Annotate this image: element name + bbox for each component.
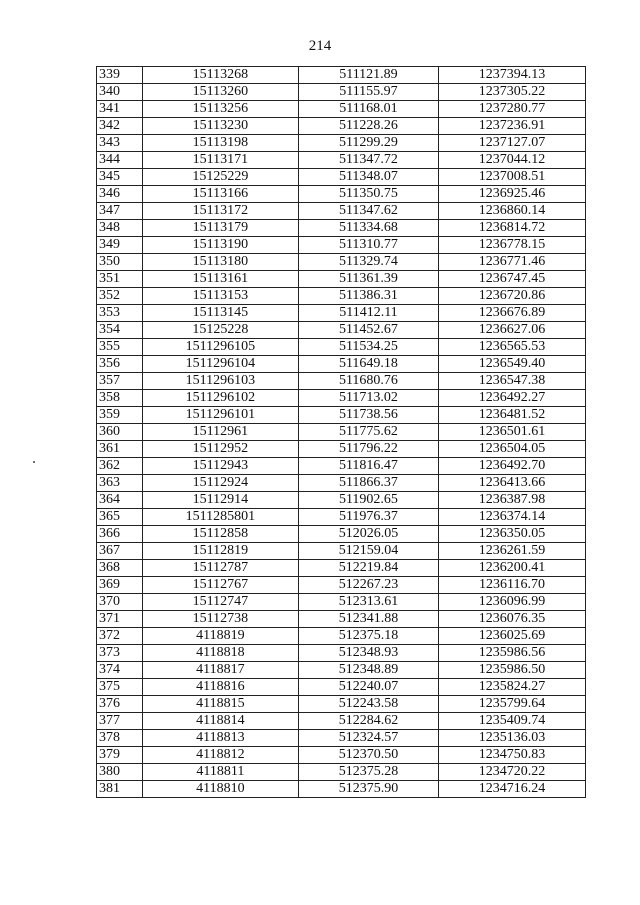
y-coordinate-cell: 1236747.45 [439, 271, 586, 288]
point-code-cell: 1511296101 [142, 407, 298, 424]
point-code-cell: 4118816 [142, 679, 298, 696]
table-row [97, 424, 586, 441]
row-number-cell: 380 [97, 764, 143, 781]
y-coordinate-cell: 1236504.05 [439, 441, 586, 458]
y-coordinate-cell: 1237044.12 [439, 152, 586, 169]
point-code-cell: 4118812 [142, 747, 298, 764]
point-code-cell: 15113260 [142, 84, 298, 101]
table-row [97, 628, 586, 645]
x-coordinate-cell: 512219.84 [298, 560, 438, 577]
table-row [97, 407, 586, 424]
row-number-cell: 375 [97, 679, 143, 696]
table-row [97, 220, 586, 237]
x-coordinate-cell: 512284.62 [298, 713, 438, 730]
y-coordinate-cell: 1236116.70 [439, 577, 586, 594]
y-coordinate-cell: 1236374.14 [439, 509, 586, 526]
row-number-cell: 368 [97, 560, 143, 577]
row-number-cell: 353 [97, 305, 143, 322]
row-number-cell: 371 [97, 611, 143, 628]
table-row [97, 526, 586, 543]
row-number-cell: 366 [97, 526, 143, 543]
row-number-cell: 361 [97, 441, 143, 458]
x-coordinate-cell: 511976.37 [298, 509, 438, 526]
table-row [97, 186, 586, 203]
point-code-cell: 1511296102 [142, 390, 298, 407]
point-code-cell: 15112747 [142, 594, 298, 611]
y-coordinate-cell: 1235986.50 [439, 662, 586, 679]
x-coordinate-cell: 511452.67 [298, 322, 438, 339]
table-row [97, 492, 586, 509]
y-coordinate-cell: 1236025.69 [439, 628, 586, 645]
x-coordinate-cell: 512341.88 [298, 611, 438, 628]
x-coordinate-cell: 511347.62 [298, 203, 438, 220]
table-row [97, 560, 586, 577]
y-coordinate-cell: 1236778.15 [439, 237, 586, 254]
row-number-cell: 354 [97, 322, 143, 339]
point-code-cell: 15113145 [142, 305, 298, 322]
point-code-cell: 15113198 [142, 135, 298, 152]
x-coordinate-cell: 511738.56 [298, 407, 438, 424]
row-number-cell: 376 [97, 696, 143, 713]
table-row [97, 781, 586, 798]
point-code-cell: 15113166 [142, 186, 298, 203]
row-number-cell: 345 [97, 169, 143, 186]
row-number-cell: 346 [97, 186, 143, 203]
y-coordinate-cell: 1236261.59 [439, 543, 586, 560]
table-row [97, 662, 586, 679]
row-number-cell: 369 [97, 577, 143, 594]
stray-mark [33, 461, 35, 463]
y-coordinate-cell: 1235986.56 [439, 645, 586, 662]
y-coordinate-cell: 1237280.77 [439, 101, 586, 118]
row-number-cell: 362 [97, 458, 143, 475]
y-coordinate-cell: 1235136.03 [439, 730, 586, 747]
row-number-cell: 357 [97, 373, 143, 390]
y-coordinate-cell: 1236549.40 [439, 356, 586, 373]
x-coordinate-cell: 512159.04 [298, 543, 438, 560]
x-coordinate-cell: 511228.26 [298, 118, 438, 135]
point-code-cell: 1511285801 [142, 509, 298, 526]
point-code-cell: 15112738 [142, 611, 298, 628]
y-coordinate-cell: 1236860.14 [439, 203, 586, 220]
y-coordinate-cell: 1236771.46 [439, 254, 586, 271]
y-coordinate-cell: 1236076.35 [439, 611, 586, 628]
x-coordinate-cell: 511713.02 [298, 390, 438, 407]
row-number-cell: 367 [97, 543, 143, 560]
row-number-cell: 344 [97, 152, 143, 169]
y-coordinate-cell: 1235799.64 [439, 696, 586, 713]
table-row [97, 322, 586, 339]
table-row [97, 152, 586, 169]
table-row [97, 373, 586, 390]
row-number-cell: 341 [97, 101, 143, 118]
table-row [97, 237, 586, 254]
table-row [97, 118, 586, 135]
point-code-cell: 15112787 [142, 560, 298, 577]
point-code-cell: 15113179 [142, 220, 298, 237]
point-code-cell: 15112943 [142, 458, 298, 475]
table-row [97, 679, 586, 696]
row-number-cell: 373 [97, 645, 143, 662]
table-row [97, 135, 586, 152]
point-code-cell: 4118819 [142, 628, 298, 645]
y-coordinate-cell: 1234750.83 [439, 747, 586, 764]
x-coordinate-cell: 511347.72 [298, 152, 438, 169]
x-coordinate-cell: 512026.05 [298, 526, 438, 543]
y-coordinate-cell: 1236481.52 [439, 407, 586, 424]
table-row [97, 441, 586, 458]
y-coordinate-cell: 1237008.51 [439, 169, 586, 186]
row-number-cell: 350 [97, 254, 143, 271]
point-code-cell: 4118810 [142, 781, 298, 798]
table-row [97, 203, 586, 220]
x-coordinate-cell: 511796.22 [298, 441, 438, 458]
point-code-cell: 15113268 [142, 67, 298, 84]
point-code-cell: 4118811 [142, 764, 298, 781]
table-row [97, 475, 586, 492]
point-code-cell: 15113161 [142, 271, 298, 288]
point-code-cell: 15112924 [142, 475, 298, 492]
table-row [97, 271, 586, 288]
point-code-cell: 15112952 [142, 441, 298, 458]
table-row [97, 339, 586, 356]
table-row [97, 169, 586, 186]
point-code-cell: 15112961 [142, 424, 298, 441]
row-number-cell: 352 [97, 288, 143, 305]
point-code-cell: 1511296105 [142, 339, 298, 356]
point-code-cell: 15112767 [142, 577, 298, 594]
point-code-cell: 15113230 [142, 118, 298, 135]
x-coordinate-cell: 511816.47 [298, 458, 438, 475]
y-coordinate-cell: 1236413.66 [439, 475, 586, 492]
table-row [97, 594, 586, 611]
x-coordinate-cell: 511680.76 [298, 373, 438, 390]
row-number-cell: 374 [97, 662, 143, 679]
x-coordinate-cell: 511412.11 [298, 305, 438, 322]
row-number-cell: 364 [97, 492, 143, 509]
x-coordinate-cell: 511350.75 [298, 186, 438, 203]
x-coordinate-cell: 512267.23 [298, 577, 438, 594]
y-coordinate-cell: 1236387.98 [439, 492, 586, 509]
row-number-cell: 377 [97, 713, 143, 730]
point-code-cell: 15112858 [142, 526, 298, 543]
table-row [97, 288, 586, 305]
x-coordinate-cell: 511649.18 [298, 356, 438, 373]
point-code-cell: 4118815 [142, 696, 298, 713]
y-coordinate-cell: 1237305.22 [439, 84, 586, 101]
table-row [97, 645, 586, 662]
point-code-cell: 4118813 [142, 730, 298, 747]
table-row [97, 747, 586, 764]
point-code-cell: 1511296103 [142, 373, 298, 390]
x-coordinate-cell: 511348.07 [298, 169, 438, 186]
x-coordinate-cell: 511361.39 [298, 271, 438, 288]
y-coordinate-cell: 1235824.27 [439, 679, 586, 696]
row-number-cell: 347 [97, 203, 143, 220]
y-coordinate-cell: 1236492.70 [439, 458, 586, 475]
x-coordinate-cell: 511155.97 [298, 84, 438, 101]
row-number-cell: 355 [97, 339, 143, 356]
x-coordinate-cell: 511329.74 [298, 254, 438, 271]
table-row [97, 101, 586, 118]
x-coordinate-cell: 511902.65 [298, 492, 438, 509]
row-number-cell: 351 [97, 271, 143, 288]
row-number-cell: 339 [97, 67, 143, 84]
table-row [97, 356, 586, 373]
row-number-cell: 363 [97, 475, 143, 492]
point-code-cell: 1511296104 [142, 356, 298, 373]
page-number: 214 [308, 38, 332, 54]
point-code-cell: 4118814 [142, 713, 298, 730]
x-coordinate-cell: 511386.31 [298, 288, 438, 305]
x-coordinate-cell: 512348.89 [298, 662, 438, 679]
y-coordinate-cell: 1237236.91 [439, 118, 586, 135]
y-coordinate-cell: 1236565.53 [439, 339, 586, 356]
table-row [97, 84, 586, 101]
y-coordinate-cell: 1237127.07 [439, 135, 586, 152]
table-row [97, 509, 586, 526]
point-code-cell: 4118818 [142, 645, 298, 662]
y-coordinate-cell: 1235409.74 [439, 713, 586, 730]
x-coordinate-cell: 512375.90 [298, 781, 438, 798]
point-code-cell: 15125228 [142, 322, 298, 339]
y-coordinate-cell: 1236547.38 [439, 373, 586, 390]
point-code-cell: 15113180 [142, 254, 298, 271]
row-number-cell: 358 [97, 390, 143, 407]
x-coordinate-cell: 511168.01 [298, 101, 438, 118]
point-code-cell: 4118817 [142, 662, 298, 679]
x-coordinate-cell: 511534.25 [298, 339, 438, 356]
point-code-cell: 15113172 [142, 203, 298, 220]
row-number-cell: 378 [97, 730, 143, 747]
row-number-cell: 370 [97, 594, 143, 611]
y-coordinate-cell: 1236925.46 [439, 186, 586, 203]
table-row [97, 713, 586, 730]
row-number-cell: 365 [97, 509, 143, 526]
y-coordinate-cell: 1236096.99 [439, 594, 586, 611]
row-number-cell: 372 [97, 628, 143, 645]
y-coordinate-cell: 1236501.61 [439, 424, 586, 441]
y-coordinate-cell: 1236814.72 [439, 220, 586, 237]
row-number-cell: 379 [97, 747, 143, 764]
point-code-cell: 15113256 [142, 101, 298, 118]
x-coordinate-cell: 512375.18 [298, 628, 438, 645]
row-number-cell: 360 [97, 424, 143, 441]
table-row [97, 577, 586, 594]
row-number-cell: 343 [97, 135, 143, 152]
y-coordinate-cell: 1236350.05 [439, 526, 586, 543]
y-coordinate-cell: 1236676.89 [439, 305, 586, 322]
y-coordinate-cell: 1236627.06 [439, 322, 586, 339]
x-coordinate-cell: 512324.57 [298, 730, 438, 747]
table-row [97, 764, 586, 781]
point-code-cell: 15113190 [142, 237, 298, 254]
y-coordinate-cell: 1234720.22 [439, 764, 586, 781]
x-coordinate-cell: 511310.77 [298, 237, 438, 254]
point-code-cell: 15113171 [142, 152, 298, 169]
x-coordinate-cell: 511334.68 [298, 220, 438, 237]
x-coordinate-cell: 512243.58 [298, 696, 438, 713]
x-coordinate-cell: 512313.61 [298, 594, 438, 611]
row-number-cell: 342 [97, 118, 143, 135]
point-code-cell: 15112914 [142, 492, 298, 509]
table-row [97, 254, 586, 271]
y-coordinate-cell: 1236720.86 [439, 288, 586, 305]
point-code-cell: 15112819 [142, 543, 298, 560]
point-code-cell: 15113153 [142, 288, 298, 305]
y-coordinate-cell: 1234716.24 [439, 781, 586, 798]
row-number-cell: 348 [97, 220, 143, 237]
x-coordinate-cell: 512375.28 [298, 764, 438, 781]
coordinates-table-body [97, 67, 586, 798]
y-coordinate-cell: 1237394.13 [439, 67, 586, 84]
table-row [97, 67, 586, 84]
row-number-cell: 356 [97, 356, 143, 373]
table-row [97, 458, 586, 475]
table-row [97, 543, 586, 560]
x-coordinate-cell: 512348.93 [298, 645, 438, 662]
x-coordinate-cell: 512370.50 [298, 747, 438, 764]
x-coordinate-cell: 511775.62 [298, 424, 438, 441]
table-row [97, 390, 586, 407]
x-coordinate-cell: 511866.37 [298, 475, 438, 492]
table-row [97, 696, 586, 713]
row-number-cell: 349 [97, 237, 143, 254]
table-row [97, 730, 586, 747]
row-number-cell: 381 [97, 781, 143, 798]
point-code-cell: 15125229 [142, 169, 298, 186]
y-coordinate-cell: 1236492.27 [439, 390, 586, 407]
row-number-cell: 340 [97, 84, 143, 101]
table-row [97, 305, 586, 322]
table-row [97, 611, 586, 628]
y-coordinate-cell: 1236200.41 [439, 560, 586, 577]
x-coordinate-cell: 512240.07 [298, 679, 438, 696]
coordinates-table [96, 66, 586, 798]
x-coordinate-cell: 511299.29 [298, 135, 438, 152]
row-number-cell: 359 [97, 407, 143, 424]
x-coordinate-cell: 511121.89 [298, 67, 438, 84]
